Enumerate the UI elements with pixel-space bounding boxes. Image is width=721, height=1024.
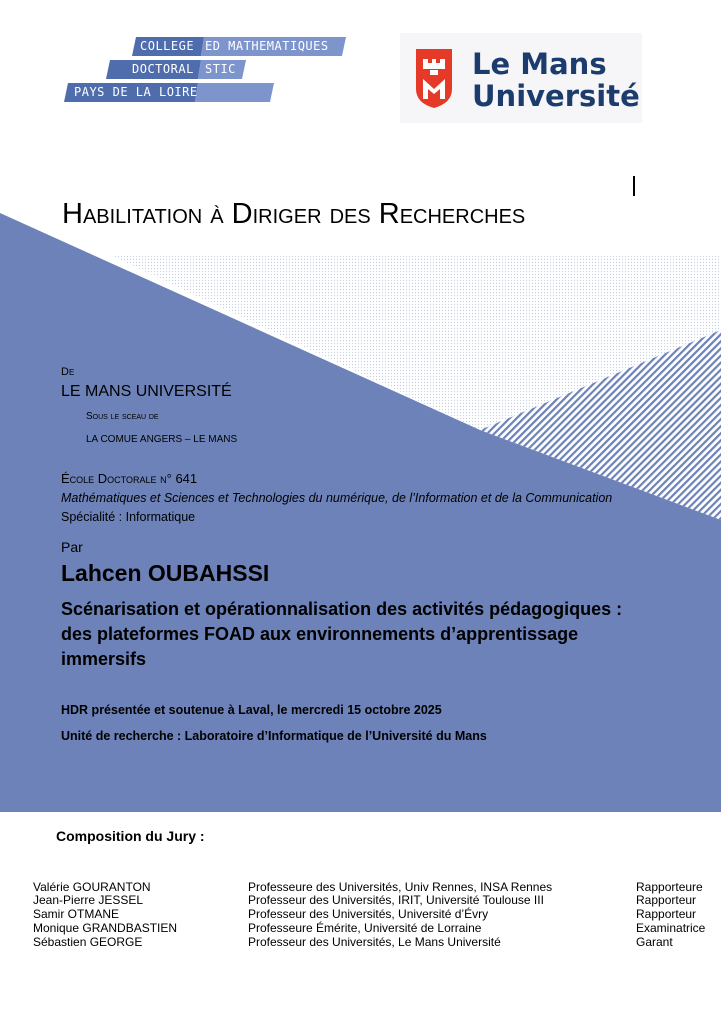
le-mans-text: Le Mans (472, 47, 607, 81)
comue-name: LA COMUE ANGERS – LE MANS (86, 434, 238, 445)
jury-heading: Composition du Jury : (56, 828, 205, 844)
jury-member-row (0, 907, 721, 921)
jury-member-row (0, 893, 721, 907)
institution-name: LE MANS UNIVERSITÉ (61, 383, 232, 400)
le-mans-emblem-icon (414, 47, 454, 109)
jury-member-title: Professeur des Universités, Université d’Évry (248, 907, 489, 921)
sceau-label: Sous le sceau de (86, 411, 159, 422)
specialite: Spécialité : Informatique (61, 510, 196, 524)
jury-member-title: Professeure des Universités, Univ Rennes, INSA Rennes (248, 880, 553, 894)
jury-member-name: Samir OTMANE (33, 907, 120, 921)
thesis-title (61, 597, 622, 672)
thesis-title-line-3: immersifs (61, 649, 147, 669)
jury-member-name: Monique GRANDBASTIEN (33, 921, 178, 935)
par-label: Par (61, 539, 83, 555)
stic-label: STIC (205, 62, 236, 76)
doctoral-label: DOCTORAL (132, 62, 194, 76)
ecole-domain: Mathématiques et Sciences et Technologies du numérique, de l’Information et de la Communication (61, 491, 613, 505)
thesis-title-line-2: des plateformes FOAD aux environnements d’apprentissage (61, 624, 579, 644)
jury-member-role: Rapporteur (636, 907, 697, 921)
jury-member-role: Garant (636, 935, 673, 949)
jury-member-name: Valérie GOURANTON (33, 880, 151, 894)
author-name: Lahcen OUBAHSSI (61, 560, 270, 586)
jury-member-role: Rapporteure (636, 880, 703, 894)
college-label: COLLEGE (140, 39, 195, 53)
jury-member-row (0, 935, 721, 949)
jury-member-name: Sébastien GEORGE (33, 935, 143, 949)
ecole-doctorale-label: École Doctorale n° 641 (61, 471, 198, 486)
text-cursor-mark (633, 176, 635, 196)
research-unit: Unité de recherche : Laboratoire d’Informatique de l’Université du Mans (61, 729, 487, 743)
jury-member-name: Jean-Pierre JESSEL (33, 893, 144, 907)
jury-member-title: Professeur des Universités, IRIT, Université Toulouse III (248, 893, 544, 907)
jury-member-title: Professeur des Universités, Le Mans Université (248, 935, 501, 949)
college-doctoral-logo (64, 36, 349, 104)
jury-member-role: Examinatrice (636, 921, 706, 935)
le-mans-universite-logo (400, 33, 642, 123)
ed-mathematiques-label: ED MATHEMATIQUES (205, 39, 329, 53)
universite-text: Université (472, 79, 640, 113)
jury-member-row (0, 921, 721, 935)
defense-info: HDR présentée et soutenue à Laval, le mercredi 15 octobre 2025 (61, 703, 442, 717)
jury-member-row (0, 880, 721, 894)
pays-de-la-loire-label: PAYS DE LA LOIRE (74, 85, 198, 99)
jury-member-title: Professeure Émérite, Université de Lorraine (248, 921, 482, 935)
jury-member-role: Rapporteur (636, 893, 697, 907)
thesis-title-line-1: Scénarisation et opérationnalisation des activités pédagogiques : (61, 599, 623, 619)
de-label: De (61, 366, 75, 378)
document-title: Habilitation à Diriger des Recherches (62, 198, 526, 230)
